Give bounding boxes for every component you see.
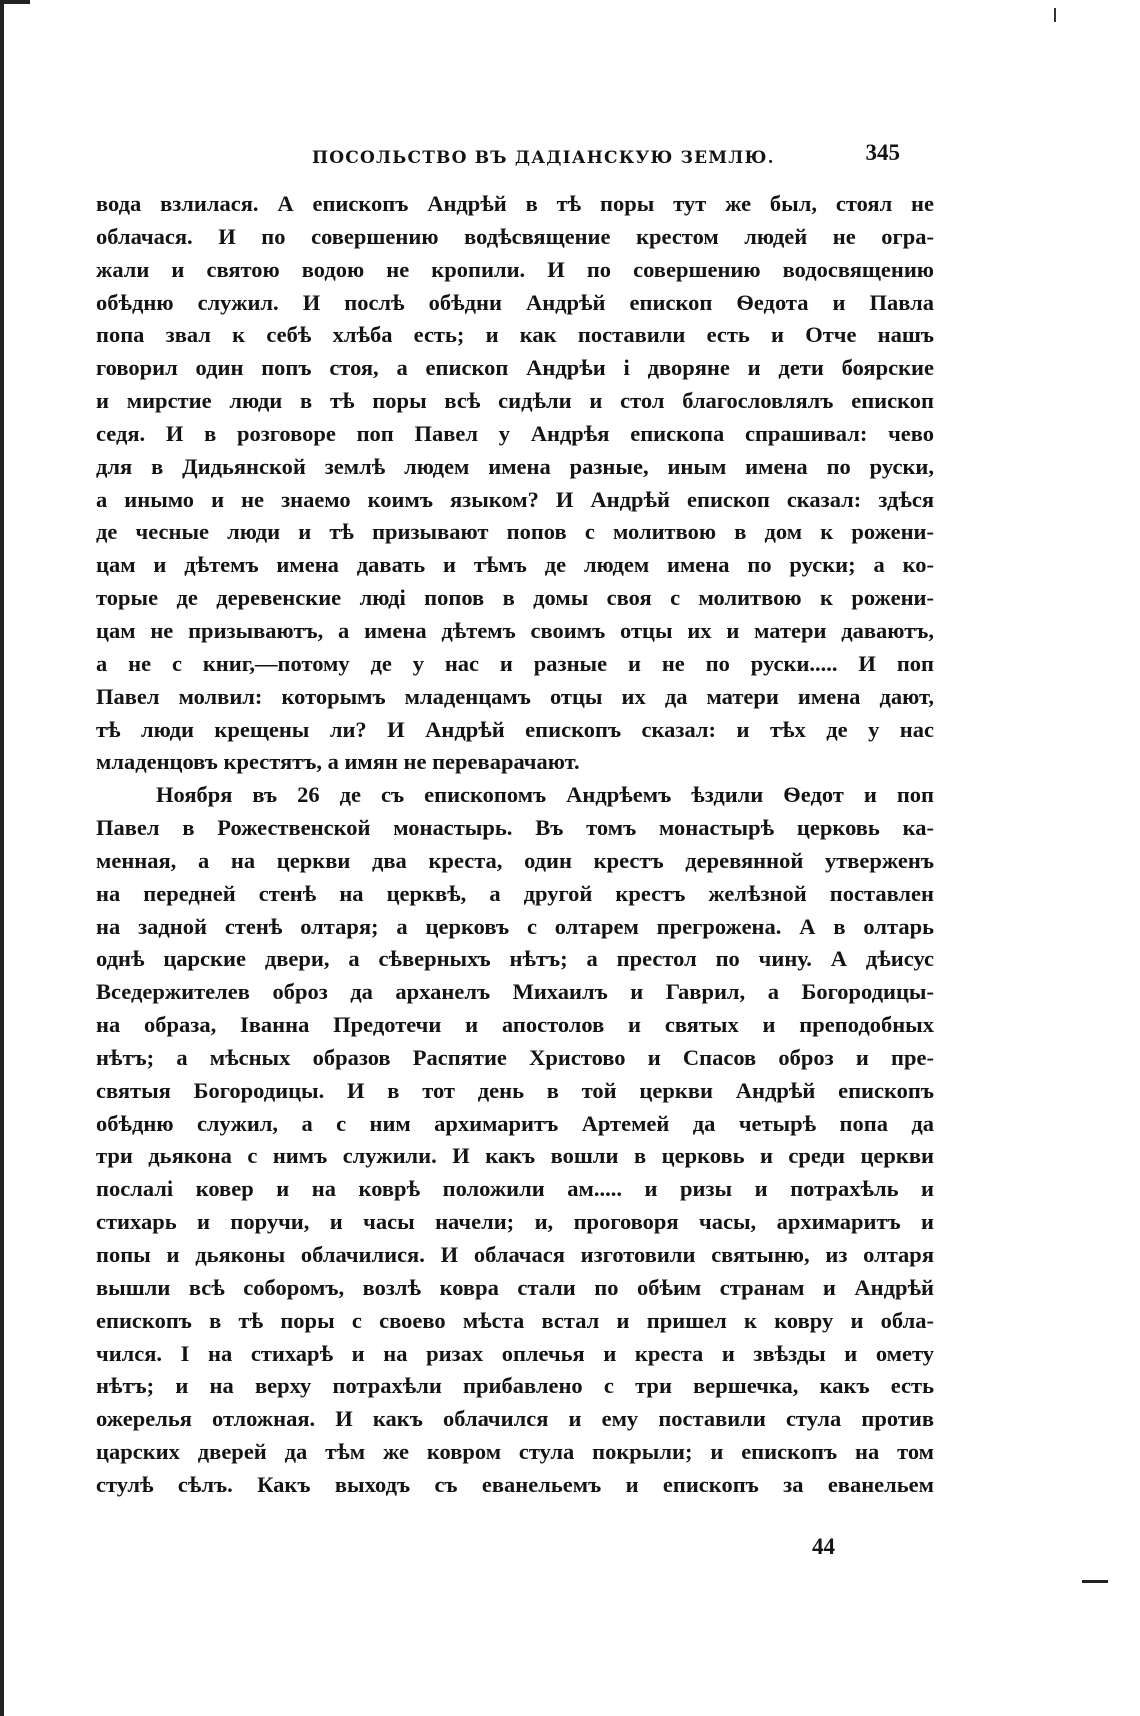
signature-mark: 44 [812,1534,835,1559]
text-line: Павел в Рожественской монастырь. Въ томъ монастырѣ церковь ка- [96,815,934,841]
text-line: младенцовъ крестятъ, а имян не переварачают. [96,749,580,775]
text-line: царских дверей да тѣм же ковром стула покрыли; и епископъ на том [96,1439,934,1465]
text-line: три дьякона с нимъ служили. И какъ вошли в церковь и среди церкви [96,1143,934,1169]
scan-speck [1054,8,1056,22]
scan-edge-top [0,0,30,4]
scan-speck [1082,1580,1108,1583]
text-line: обѣдню служил. И послѣ обѣдни Андрѣй епископ Ѳедота и Павла [96,289,934,315]
text-line: ожерелья отложная. И какъ облачился и ему поставили стула против [96,1406,934,1432]
text-line: а инымо и не знаемо коимъ языком? И Андрѣй епископ сказал: здѣся [96,486,934,512]
text-line: чился. І на стихарѣ и на ризах оплечья и креста и звѣзды и омету [96,1340,934,1366]
text-line: на передней стенѣ на церквѣ, а другой крестъ желѣзной поставлен [96,880,934,906]
text-line: стулѣ сѣлъ. Какъ выходъ съ еванельемъ и епископъ за еванельем [96,1471,934,1497]
text-line: жали и святою водою не кропили. И по совершению водосвящению [96,256,934,282]
scan-edge-left [0,0,4,1716]
text-line: на образа, Іванна Предотечи и апостолов и святых и преподобных [96,1012,934,1038]
page-number: 345 [865,140,900,165]
text-line: для в Дидьянской землѣ людем имена разные, иным имена по руски, [96,453,934,479]
text-line: цам и дѣтемъ имена давать и тѣмъ де людем имена по руски; а ко- [96,552,934,578]
text-line: нѣтъ; а мѣсных образов Распятие Христово и Спасов оброз и пре- [96,1044,934,1070]
text-line: обѣдню служил, а с ним архимаритъ Артемей да четырѣ попа да [96,1110,934,1136]
text-line: облачася. И по совершению водѣсвящение крестом людей не огра- [96,223,934,249]
text-line: де чесные люди и тѣ призывают попов с молитвою в дом к рожени- [96,519,934,545]
text-line: седя. И в розговоре поп Павел у Андрѣя епископа спрашивал: чево [96,420,934,446]
text-line: Павел молвил: которымъ младенцамъ отцы их да матери имена дают, [96,683,934,709]
text-line: однѣ царские двери, а сѣверныхъ нѣтъ; а престол по чину. А дѣисус [96,946,934,972]
text-line: говорил один попъ стоя, а епископ Андрѣи і дворяне и дети боярские [96,355,934,381]
text-line: Ноября въ 26 де съ епископомъ Андрѣемъ ѣздили Ѳедот и поп [156,782,934,808]
paragraph-1 [96,188,934,779]
text-line: епископъ в тѣ поры с своево мѣста встал и пришел к ковру и обла- [96,1307,934,1333]
text-line: нѣтъ; и на верху потрахѣли прибавлено с три вершечка, какъ есть [96,1373,934,1399]
running-title: ПОСОЛЬСТВО ВЪ ДАДІАНСКУЮ ЗЕМЛЮ. [312,148,775,168]
text-line: вышли всѣ соборомъ, возлѣ ковра стали по обѣим странам и Андрѣй [96,1274,934,1300]
text-line: а не с книг,—потому де у нас и разные и не по руски..... И поп [96,650,934,676]
text-line: послалі ковер и на коврѣ положили ам..... и ризы и потрахѣль и [96,1176,934,1202]
text-line: и мирстие люди в тѣ поры всѣ сидѣли и стол благословлялъ епископ [96,388,934,414]
text-line: менная, а на церкви два креста, один крестъ деревянной утверженъ [96,847,934,873]
text-line: Вседержителев оброз да арханелъ Михаилъ и Гаврил, а Богородицы- [96,979,934,1005]
text-line: попа звал к себѣ хлѣба есть; и как поставили есть и Отче нашъ [96,322,934,348]
running-head [96,140,900,180]
text-line: цам не призываютъ, а имена дѣтемъ своимъ отцы их и матери даваютъ, [96,617,934,643]
text-line: стихарь и поручи, и часы начели; и, проговоря часы, архимаритъ и [96,1209,934,1235]
text-line: торые де деревенские люді попов в домы своя с молитвою к рожени- [96,585,934,611]
text-line: вода взлилася. А епископъ Андрѣй в тѣ поры тут же был, стоял не [96,191,934,216]
text-line: попы и дьяконы облачилися. И облачася изготовили святыню, из олтаря [96,1242,934,1267]
body-text [96,188,934,1502]
text-line: святыя Богородицы. И в тот день в той церкви Андрѣй епископъ [96,1077,934,1103]
paragraph-2 [96,779,934,1502]
text-line: тѣ люди крещены ли? И Андрѣй епископъ сказал: и тѣх де у нас [96,716,934,742]
text-line: на задной стенѣ олтаря; а церковъ с олтарем прегрожена. А в олтарь [96,913,934,939]
